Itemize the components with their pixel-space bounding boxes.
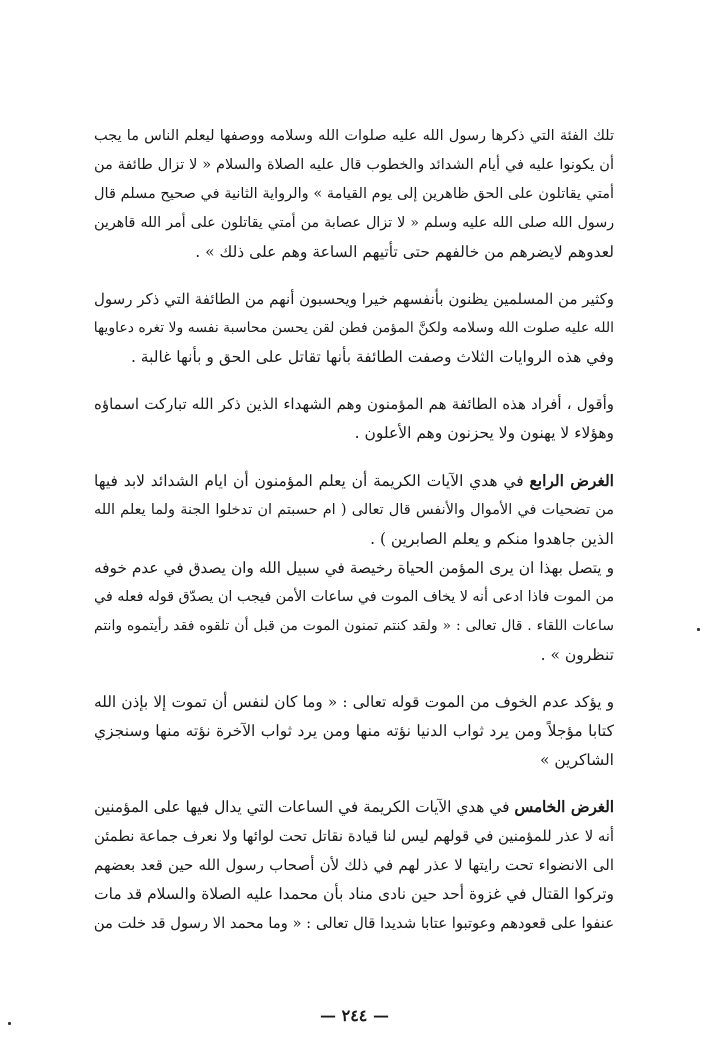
paragraph-5: [94, 688, 614, 775]
text-line: أنه لا عذر للمؤمنين في قولهم ليس لنا قيادة نقاتل تحت لوائها ولا نعرف جماعة نطمئن: [94, 828, 614, 845]
text-line-rest: في هدي الآيات الكريمة في الساعات التي يدال فيها على المؤمنين: [94, 798, 510, 816]
paragraph-4: [94, 466, 614, 670]
text-line-rest: في هدي الآيات الكريمة أن يعلم المؤمنون أن ايام الشدائد لابد فيها: [94, 472, 524, 490]
text-line: وأقول ، أفراد هذه الطائفة هم المؤمنون وهم الشهداء الذين ذكر الله تباركت اسماؤه: [94, 395, 614, 413]
text-line: [94, 466, 614, 496]
text-line: [94, 793, 614, 822]
text-line: رسول الله صلى الله عليه وسلم « لا تزال عصابة من أمتي يقاتلون على أمر الله قاهرين: [94, 215, 614, 231]
text-line: كتابا مؤجلاً ومن يرد ثواب الدنيا نؤته منها ومن يرد ثواب الآخرة نؤته منها وسنجزي: [94, 722, 614, 740]
section-heading: الغرض الرابع: [529, 471, 614, 490]
text-line: وكثير من المسلمين يظنون بأنفسهم خيرا ويحسبون أنهم من الطائفة التي ذكر رسول: [94, 290, 614, 308]
text-line: وهؤلاء لا يهنون ولا يحزنون وهم الأعلون .: [354, 424, 614, 442]
section-heading: الغرض الخامس: [514, 798, 614, 816]
paragraph-6: [94, 793, 614, 938]
paragraph-2: [94, 285, 614, 372]
text-line: وتركوا القتال في غزوة أحد حين نادى مناد بأن محمدا عليه الصلاة والسلام قد مات: [94, 885, 614, 903]
text-line: أن يكونوا عليه في أيام الشدائد والخطوب قال عليه الصلاة والسلام « لا تزال طائفة من: [94, 157, 614, 173]
page-number: — ٢٤٤ —: [320, 1006, 389, 1025]
text-line: تلك الفئة التي ذكرها رسول الله عليه صلوات الله وسلامه ووصفها ليعلم الناس ما يجب: [94, 128, 614, 144]
text-line: من الموت فاذا ادعى أنه لا يخاف الموت في ساعات الأمن فيجب ان يصدّق قوله فعله في: [94, 589, 614, 605]
text-line: لعدوهم لايضرهم من خالفهم حتى تأتيهم الساعة وهم على ذلك » .: [195, 243, 614, 261]
text-line: من تضحيات في الأموال والأنفس قال تعالى ( ام حسبتم ان تدخلوا الجنة ولما يعلم الله: [94, 502, 614, 518]
text-line: الله عليه صلوت الله وسلامه ولكنَّ المؤمن فطن لقن يحسن محاسبة نفسه ولا تغره دعاويها: [93, 320, 614, 336]
paragraph-3: [94, 390, 614, 448]
text-line: عنفوا على قعودهم وعوتبوا عتابا شديدا قال تعالى : « وما محمد الا رسول قد خلت من: [93, 915, 614, 932]
text-line: و يتصل بهذا ان يرى المؤمن الحياة رخيصة في سبيل الله وان يصدق في عدم خوفه: [94, 559, 614, 577]
text-line: الشاكرين »: [539, 751, 614, 769]
text-line: وفي هذه الروايات الثلاث وصفت الطائفة بأنها تقاتل على الحق و بأنها غالبة .: [130, 348, 614, 366]
text-line: ساعات اللقاء . قال تعالى : « ولقد كنتم تمنون الموت من قبل أن تلقوه فقد رأيتموه وانتم: [94, 618, 614, 634]
scan-speck: [697, 628, 700, 631]
text-line: الى الانضواء تحت رايتها لا عذر لهم في ذلك لأن أصحاب رسول الله حين قعد بعضهم: [94, 856, 614, 874]
text-line: أمتي يقاتلون على الحق ظاهرين إلى يوم القيامة » والرواية الثانية في صحيح مسلم قال: [94, 186, 614, 202]
text-line: و يؤكد عدم الخوف من الموت قوله تعالى : « وما كان لنفس أن تموت إلا بإذن الله: [94, 693, 614, 711]
text-line: الذين جاهدوا منكم و يعلم الصابرين ) .: [370, 530, 614, 548]
paragraph-1: [94, 122, 614, 267]
scan-speck: [8, 1022, 11, 1025]
page-body: [94, 122, 614, 956]
text-line: تنظرون » .: [540, 646, 614, 664]
